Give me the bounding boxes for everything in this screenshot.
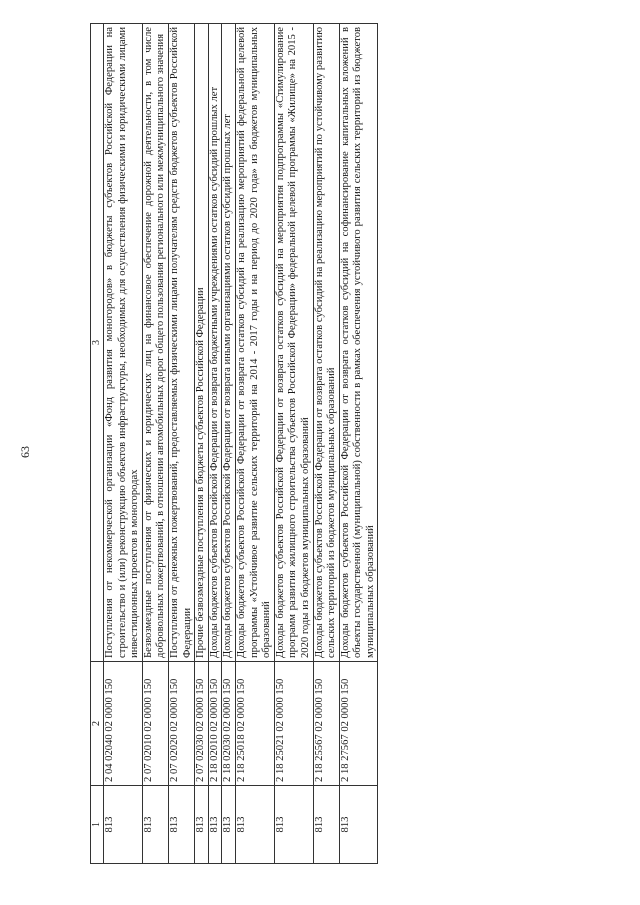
kbk-code-cell: 2 18 02030 02 0000 150 bbox=[222, 662, 236, 786]
table-row bbox=[142, 24, 168, 864]
table-row bbox=[274, 24, 313, 864]
admin-code-cell: 813 bbox=[235, 786, 274, 864]
admin-code-cell: 813 bbox=[313, 786, 339, 864]
revenue-name-cell: Доходы бюджетов субъектов Российской Федерации от возврата остатков субсидий на реализацию мероприятий федеральной целевой программы «Устойчивое развитие сельских территорий на 2014 - 2017 годы и на период до 2020 года» из бюджетов муниципальных образований bbox=[235, 24, 274, 662]
table-row bbox=[104, 24, 143, 864]
revenue-name-cell: Доходы бюджетов субъектов Российской Федерации от возврата остатков субсидий на реализацию мероприятий по устойчивому развитию сельских территорий из бюджетов муниципальных образований bbox=[313, 24, 339, 662]
table-row bbox=[168, 24, 194, 864]
admin-code-cell: 813 bbox=[222, 786, 236, 864]
admin-code-cell: 813 bbox=[208, 786, 222, 864]
admin-code-cell: 813 bbox=[168, 786, 194, 864]
rotated-table-container bbox=[90, 24, 578, 864]
kbk-code-cell: 2 18 25021 02 0000 150 bbox=[274, 662, 313, 786]
column-header-3: 3 bbox=[91, 24, 104, 662]
budget-codes-table bbox=[90, 23, 378, 864]
revenue-name-cell: Поступления от некоммерческой организации «Фонд развития моногородов» в бюджеты субъектов Российской Федерации на строительство и (или) реконструкцию объектов инфраструктуры, необходимых для осуществления физическими и юридическими лицами инвестиционных проектов в моногородах bbox=[104, 24, 143, 662]
revenue-name-cell: Доходы бюджетов субъектов Российской Федерации от возврата иными организациями остатков субсидий прошлых лет bbox=[222, 24, 236, 662]
kbk-code-cell: 2 18 27567 02 0000 150 bbox=[339, 662, 378, 786]
table-row bbox=[208, 24, 222, 864]
admin-code-cell: 813 bbox=[195, 786, 209, 864]
table-row bbox=[313, 24, 339, 864]
kbk-code-cell: 2 04 02040 02 0000 150 bbox=[104, 662, 143, 786]
admin-code-cell: 813 bbox=[142, 786, 168, 864]
kbk-code-cell: 2 18 25018 02 0000 150 bbox=[235, 662, 274, 786]
table-row bbox=[339, 24, 378, 864]
kbk-code-cell: 2 07 02020 02 0000 150 bbox=[168, 662, 194, 786]
revenue-name-cell: Безвозмездные поступления от физических и юридических лиц на финансовое обеспечение дорожной деятельности, в том числе добровольных пожертвований, в отношении автомобильных дорог общего пользования регионального или межмуниципального значения bbox=[142, 24, 168, 662]
admin-code-cell: 813 bbox=[274, 786, 313, 864]
table-row bbox=[195, 24, 209, 864]
kbk-code-cell: 2 18 02010 02 0000 150 bbox=[208, 662, 222, 786]
kbk-code-cell: 2 07 02030 02 0000 150 bbox=[195, 662, 209, 786]
revenue-name-cell: Доходы бюджетов субъектов Российской Федерации от возврата бюджетными учреждениями остатков субсидий прошлых лет bbox=[208, 24, 222, 662]
kbk-code-cell: 2 07 02010 02 0000 150 bbox=[142, 662, 168, 786]
admin-code-cell: 813 bbox=[104, 786, 143, 864]
kbk-code-cell: 2 18 25567 02 0000 150 bbox=[313, 662, 339, 786]
column-header-2: 2 bbox=[91, 662, 104, 786]
revenue-name-cell: Доходы бюджетов субъектов Российской Федерации от возврата остатков субсидий на софинансирование капитальных вложений в объекты государственной (муниципальной) собственности в рамках обеспечения устойчивого развития сельских территорий из бюджетов муниципальных образований bbox=[339, 24, 378, 662]
table-row bbox=[222, 24, 236, 864]
revenue-name-cell: Прочие безвозмездные поступления в бюджеты субъектов Российской Федерации bbox=[195, 24, 209, 662]
column-header-1: 1 bbox=[91, 786, 104, 864]
table-header-row bbox=[91, 24, 104, 864]
revenue-name-cell: Доходы бюджетов субъектов Российской Федерации от возврата остатков субсидий на мероприятия подпрограммы «Стимулирование программ развития жилищного строительства субъектов Российской Федерации» федеральной целевой программы «Жилище» на 2015 - 2020 годы из бюджетов муниципальных образований bbox=[274, 24, 313, 662]
revenue-name-cell: Поступления от денежных пожертвований, предоставляемых физическими лицами получателям средств бюджетов субъектов Российской Федерации bbox=[168, 24, 194, 662]
page-number: 63 bbox=[18, 446, 32, 458]
admin-code-cell: 813 bbox=[339, 786, 378, 864]
table-row bbox=[235, 24, 274, 864]
